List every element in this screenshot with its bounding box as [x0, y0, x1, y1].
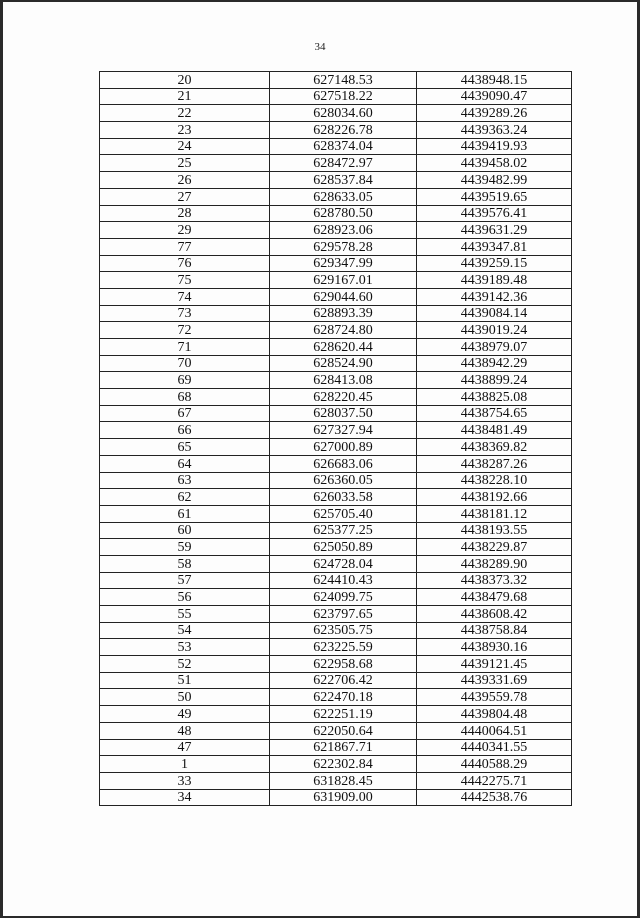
coordinate-table-body	[100, 72, 572, 806]
y-coordinate-cell: 4438825.08	[417, 389, 572, 406]
y-coordinate-cell: 4439519.65	[417, 188, 572, 205]
y-coordinate-cell: 4439559.78	[417, 689, 572, 706]
y-coordinate-cell: 4439419.93	[417, 138, 572, 155]
x-coordinate-cell: 625377.25	[270, 522, 417, 539]
document-page	[3, 2, 637, 916]
x-coordinate-cell: 622050.64	[270, 722, 417, 739]
x-coordinate-cell: 628034.60	[270, 105, 417, 122]
table-row	[100, 339, 572, 356]
point-number-cell: 49	[100, 706, 270, 723]
x-coordinate-cell: 628724.80	[270, 322, 417, 339]
point-number-cell: 71	[100, 339, 270, 356]
point-number-cell: 65	[100, 439, 270, 456]
y-coordinate-cell: 4438369.82	[417, 439, 572, 456]
y-coordinate-cell: 4439458.02	[417, 155, 572, 172]
x-coordinate-cell: 626360.05	[270, 472, 417, 489]
x-coordinate-cell: 625050.89	[270, 539, 417, 556]
table-row	[100, 455, 572, 472]
table-row	[100, 439, 572, 456]
point-number-cell: 34	[100, 789, 270, 806]
y-coordinate-cell: 4439019.24	[417, 322, 572, 339]
point-number-cell: 59	[100, 539, 270, 556]
point-number-cell: 70	[100, 355, 270, 372]
table-row	[100, 622, 572, 639]
x-coordinate-cell: 628220.45	[270, 389, 417, 406]
x-coordinate-cell: 631909.00	[270, 789, 417, 806]
y-coordinate-cell: 4438948.15	[417, 72, 572, 89]
point-number-cell: 54	[100, 622, 270, 639]
point-number-cell: 25	[100, 155, 270, 172]
table-row	[100, 689, 572, 706]
y-coordinate-cell: 4439347.81	[417, 238, 572, 255]
x-coordinate-cell: 622302.84	[270, 756, 417, 773]
x-coordinate-cell: 627000.89	[270, 439, 417, 456]
y-coordinate-cell: 4440064.51	[417, 722, 572, 739]
table-row	[100, 389, 572, 406]
y-coordinate-cell: 4439331.69	[417, 672, 572, 689]
x-coordinate-cell: 626683.06	[270, 455, 417, 472]
point-number-cell: 58	[100, 555, 270, 572]
x-coordinate-cell: 629044.60	[270, 288, 417, 305]
point-number-cell: 20	[100, 72, 270, 89]
table-row	[100, 105, 572, 122]
x-coordinate-cell: 622958.68	[270, 656, 417, 673]
table-row	[100, 222, 572, 239]
point-number-cell: 28	[100, 205, 270, 222]
table-row	[100, 522, 572, 539]
point-number-cell: 24	[100, 138, 270, 155]
point-number-cell: 23	[100, 122, 270, 139]
point-number-cell: 26	[100, 172, 270, 189]
x-coordinate-cell: 623797.65	[270, 606, 417, 623]
point-number-cell: 72	[100, 322, 270, 339]
point-number-cell: 63	[100, 472, 270, 489]
y-coordinate-cell: 4439090.47	[417, 88, 572, 105]
page-number: 34	[314, 41, 326, 53]
table-row	[100, 355, 572, 372]
x-coordinate-cell: 628620.44	[270, 339, 417, 356]
y-coordinate-cell: 4438289.90	[417, 555, 572, 572]
table-row	[100, 422, 572, 439]
x-coordinate-cell: 623505.75	[270, 622, 417, 639]
y-coordinate-cell: 4438930.16	[417, 639, 572, 656]
y-coordinate-cell: 4442275.71	[417, 772, 572, 789]
y-coordinate-cell: 4440341.55	[417, 739, 572, 756]
x-coordinate-cell: 622706.42	[270, 672, 417, 689]
x-coordinate-cell: 628226.78	[270, 122, 417, 139]
table-row	[100, 489, 572, 506]
y-coordinate-cell: 4439142.36	[417, 288, 572, 305]
y-coordinate-cell: 4438479.68	[417, 589, 572, 606]
y-coordinate-cell: 4440588.29	[417, 756, 572, 773]
y-coordinate-cell: 4438228.10	[417, 472, 572, 489]
table-row	[100, 272, 572, 289]
point-number-cell: 66	[100, 422, 270, 439]
point-number-cell: 22	[100, 105, 270, 122]
table-row	[100, 255, 572, 272]
point-number-cell: 69	[100, 372, 270, 389]
point-number-cell: 52	[100, 656, 270, 673]
point-number-cell: 64	[100, 455, 270, 472]
table-row	[100, 756, 572, 773]
y-coordinate-cell: 4439482.99	[417, 172, 572, 189]
x-coordinate-cell: 627327.94	[270, 422, 417, 439]
y-coordinate-cell: 4438754.65	[417, 405, 572, 422]
table-row	[100, 372, 572, 389]
point-number-cell: 61	[100, 505, 270, 522]
y-coordinate-cell: 4438181.12	[417, 505, 572, 522]
table-row	[100, 288, 572, 305]
table-row	[100, 188, 572, 205]
x-coordinate-cell: 631828.45	[270, 772, 417, 789]
y-coordinate-cell: 4442538.76	[417, 789, 572, 806]
point-number-cell: 76	[100, 255, 270, 272]
point-number-cell: 1	[100, 756, 270, 773]
y-coordinate-cell: 4439259.15	[417, 255, 572, 272]
y-coordinate-cell: 4438373.32	[417, 572, 572, 589]
point-number-cell: 27	[100, 188, 270, 205]
table-row	[100, 72, 572, 89]
point-number-cell: 62	[100, 489, 270, 506]
table-row	[100, 322, 572, 339]
y-coordinate-cell: 4438899.24	[417, 372, 572, 389]
x-coordinate-cell: 628633.05	[270, 188, 417, 205]
y-coordinate-cell: 4438192.66	[417, 489, 572, 506]
table-row	[100, 656, 572, 673]
x-coordinate-cell: 626033.58	[270, 489, 417, 506]
table-row	[100, 238, 572, 255]
table-row	[100, 539, 572, 556]
x-coordinate-cell: 629578.28	[270, 238, 417, 255]
table-row	[100, 639, 572, 656]
table-row	[100, 305, 572, 322]
point-number-cell: 67	[100, 405, 270, 422]
y-coordinate-cell: 4438287.26	[417, 455, 572, 472]
y-coordinate-cell: 4439289.26	[417, 105, 572, 122]
point-number-cell: 68	[100, 389, 270, 406]
point-number-cell: 77	[100, 238, 270, 255]
table-row	[100, 172, 572, 189]
point-number-cell: 60	[100, 522, 270, 539]
point-number-cell: 74	[100, 288, 270, 305]
x-coordinate-cell: 629347.99	[270, 255, 417, 272]
x-coordinate-cell: 624099.75	[270, 589, 417, 606]
table-row	[100, 706, 572, 723]
x-coordinate-cell: 628374.04	[270, 138, 417, 155]
table-row	[100, 739, 572, 756]
x-coordinate-cell: 625705.40	[270, 505, 417, 522]
y-coordinate-cell: 4439631.29	[417, 222, 572, 239]
y-coordinate-cell: 4438481.49	[417, 422, 572, 439]
x-coordinate-cell: 628472.97	[270, 155, 417, 172]
table-row	[100, 555, 572, 572]
y-coordinate-cell: 4438608.42	[417, 606, 572, 623]
x-coordinate-cell: 624728.04	[270, 555, 417, 572]
x-coordinate-cell: 624410.43	[270, 572, 417, 589]
y-coordinate-cell: 4439084.14	[417, 305, 572, 322]
y-coordinate-cell: 4438193.55	[417, 522, 572, 539]
point-number-cell: 73	[100, 305, 270, 322]
table-row	[100, 405, 572, 422]
point-number-cell: 21	[100, 88, 270, 105]
table-row	[100, 572, 572, 589]
table-row	[100, 122, 572, 139]
x-coordinate-cell: 622251.19	[270, 706, 417, 723]
y-coordinate-cell: 4438979.07	[417, 339, 572, 356]
point-number-cell: 55	[100, 606, 270, 623]
table-row	[100, 789, 572, 806]
point-number-cell: 56	[100, 589, 270, 606]
point-number-cell: 53	[100, 639, 270, 656]
table-row	[100, 772, 572, 789]
table-row	[100, 505, 572, 522]
y-coordinate-cell: 4439804.48	[417, 706, 572, 723]
x-coordinate-cell: 628893.39	[270, 305, 417, 322]
y-coordinate-cell: 4438758.84	[417, 622, 572, 639]
x-coordinate-cell: 628780.50	[270, 205, 417, 222]
table-row	[100, 472, 572, 489]
point-number-cell: 75	[100, 272, 270, 289]
point-number-cell: 50	[100, 689, 270, 706]
table-row	[100, 672, 572, 689]
x-coordinate-cell: 628413.08	[270, 372, 417, 389]
point-number-cell: 57	[100, 572, 270, 589]
point-number-cell: 48	[100, 722, 270, 739]
x-coordinate-cell: 627148.53	[270, 72, 417, 89]
x-coordinate-cell: 623225.59	[270, 639, 417, 656]
x-coordinate-cell: 628037.50	[270, 405, 417, 422]
y-coordinate-cell: 4439189.48	[417, 272, 572, 289]
table-row	[100, 606, 572, 623]
table-row	[100, 138, 572, 155]
table-row	[100, 589, 572, 606]
x-coordinate-cell: 621867.71	[270, 739, 417, 756]
point-number-cell: 51	[100, 672, 270, 689]
point-number-cell: 47	[100, 739, 270, 756]
table-row	[100, 88, 572, 105]
table-row	[100, 205, 572, 222]
table-row	[100, 722, 572, 739]
coordinate-table	[99, 71, 572, 806]
y-coordinate-cell: 4438942.29	[417, 355, 572, 372]
x-coordinate-cell: 627518.22	[270, 88, 417, 105]
point-number-cell: 33	[100, 772, 270, 789]
table-row	[100, 155, 572, 172]
y-coordinate-cell: 4438229.87	[417, 539, 572, 556]
x-coordinate-cell: 628923.06	[270, 222, 417, 239]
y-coordinate-cell: 4439363.24	[417, 122, 572, 139]
x-coordinate-cell: 628524.90	[270, 355, 417, 372]
x-coordinate-cell: 628537.84	[270, 172, 417, 189]
y-coordinate-cell: 4439576.41	[417, 205, 572, 222]
point-number-cell: 29	[100, 222, 270, 239]
x-coordinate-cell: 629167.01	[270, 272, 417, 289]
x-coordinate-cell: 622470.18	[270, 689, 417, 706]
y-coordinate-cell: 4439121.45	[417, 656, 572, 673]
